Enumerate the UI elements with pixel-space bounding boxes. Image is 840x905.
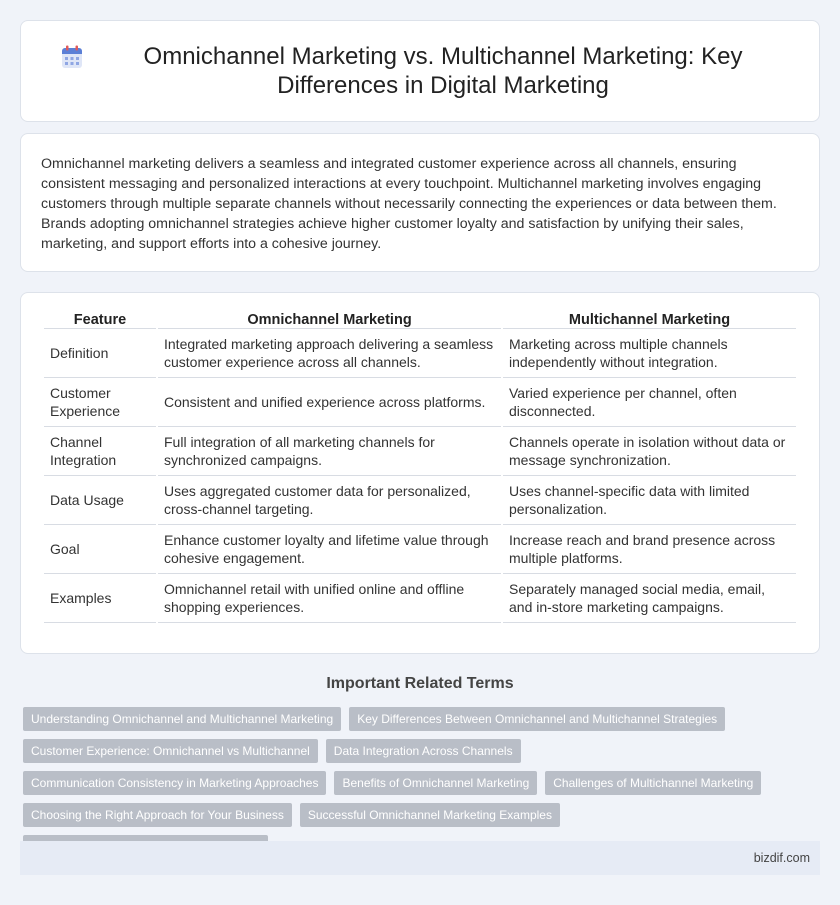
table-cell-multichannel: Marketing across multiple channels independently without integration. [503,329,796,378]
column-header-multichannel: Multichannel Marketing [503,307,796,329]
table-cell-multichannel: Varied experience per channel, often disconnected. [503,378,796,427]
comparison-table [42,307,798,623]
table-cell-feature: Channel Integration [44,427,156,476]
table-header-row [44,307,796,329]
intro-card [20,133,820,272]
related-term-tag[interactable]: Successful Omnichannel Marketing Examples [300,803,560,827]
related-term-tag[interactable]: Key Differences Between Omnichannel and Multichannel Strategies [349,707,725,731]
table-row [44,476,796,525]
footer [20,841,820,875]
related-term-tag[interactable]: Customer Experience: Omnichannel vs Multichannel [23,739,318,763]
table-row [44,378,796,427]
table-cell-feature: Customer Experience [44,378,156,427]
column-header-feature: Feature [44,307,156,329]
table-row [44,427,796,476]
related-term-tag[interactable]: Benefits of Omnichannel Marketing [334,771,537,795]
calendar-icon [61,45,83,69]
table-cell-omnichannel: Integrated marketing approach delivering a seamless customer experience across all channels. [158,329,501,378]
table-cell-multichannel: Uses channel-specific data with limited personalization. [503,476,796,525]
table-cell-omnichannel: Uses aggregated customer data for personalized, cross-channel targeting. [158,476,501,525]
title-wrap [61,42,779,100]
table-cell-omnichannel: Enhance customer loyalty and lifetime value through cohesive engagement. [158,525,501,574]
title-card [20,20,820,122]
table-cell-feature: Data Usage [44,476,156,525]
page-title: Omnichannel Marketing vs. Multichannel Marketing: Key Differences in Digital Marketing [143,43,743,99]
table-cell-omnichannel: Omnichannel retail with unified online and offline shopping experiences. [158,574,501,623]
table-cell-omnichannel: Full integration of all marketing channels for synchronized campaigns. [158,427,501,476]
comparison-table-card [20,292,820,654]
column-header-omnichannel: Omnichannel Marketing [158,307,501,329]
table-row [44,525,796,574]
table-cell-multichannel: Channels operate in isolation without data or message synchronization. [503,427,796,476]
table-cell-feature: Goal [44,525,156,574]
related-terms-title: Important Related Terms [326,675,514,692]
related-term-tag[interactable]: Challenges of Multichannel Marketing [545,771,761,795]
related-term-tag[interactable]: Choosing the Right Approach for Your Business [23,803,292,827]
table-cell-omnichannel: Consistent and unified experience across platforms. [158,378,501,427]
related-term-tag[interactable]: Data Integration Across Channels [326,739,521,763]
table-cell-multichannel: Increase reach and brand presence across multiple platforms. [503,525,796,574]
related-term-tag[interactable]: Communication Consistency in Marketing Approaches [23,771,326,795]
table-row [44,574,796,623]
related-term-tag[interactable]: Understanding Omnichannel and Multichannel Marketing [23,707,341,731]
footer-site-link[interactable]: bizdif.com [753,851,810,865]
intro-text: Omnichannel marketing delivers a seamless and integrated customer experience across all channels, ensuring consistent messaging and personalized interactions at every touchpoint. Multichannel marketing involves engaging customers through multiple separate channels without necessarily connecting the experiences or data between them. Brands adopting omnichannel strategies achieve higher customer loyalty and satisfaction by unifying their sales, marketing, and support efforts into a cohesive journey. [41,156,777,252]
table-cell-feature: Examples [44,574,156,623]
table-cell-multichannel: Separately managed social media, email, and in-store marketing campaigns. [503,574,796,623]
table-cell-feature: Definition [44,329,156,378]
table-row [44,329,796,378]
